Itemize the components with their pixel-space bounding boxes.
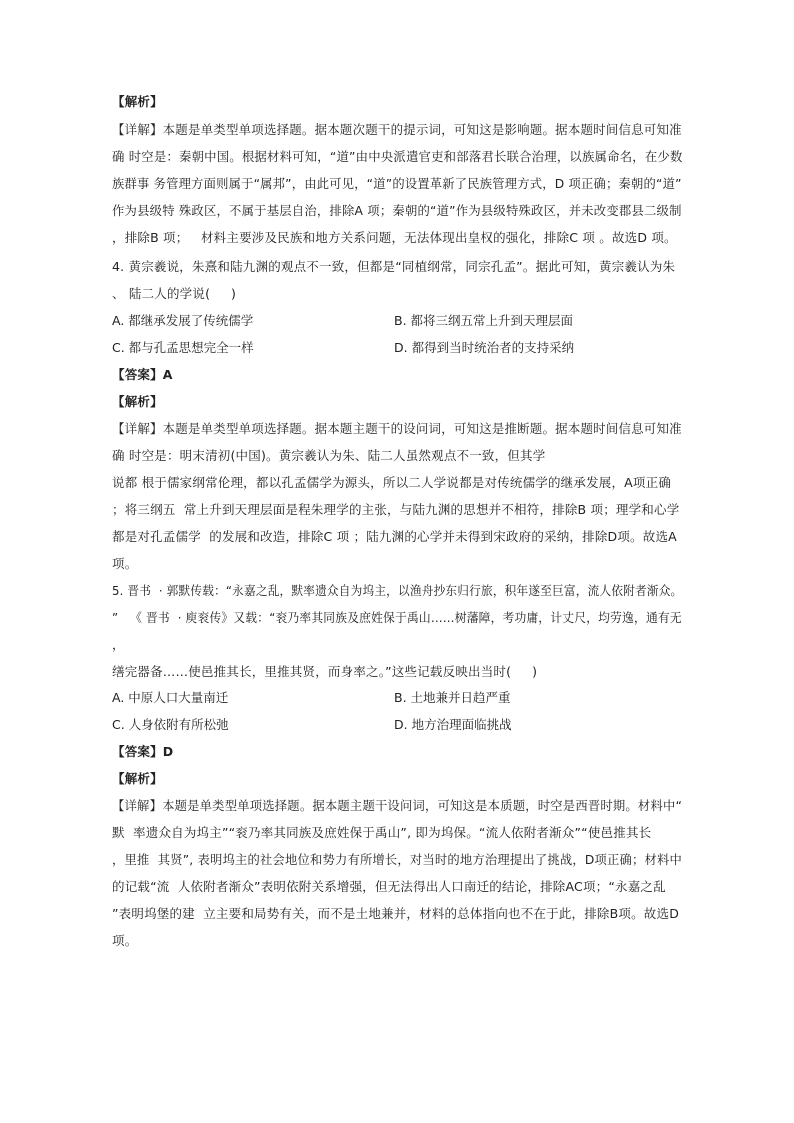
q4-stem-line-1: 4. 黄宗羲说，朱熹和陆九渊的观点不一致，但都是“同植纲常，同宗孔孟”。据此可知，黄宗羲认为朱 <box>112 259 676 274</box>
q3-explain-line-1: 【详解】本题是单类型单项选择题。据本题次题干的提示词，可知这是影响题。据本题时间信息可知准 <box>112 122 682 137</box>
q4-explain-line-6: 项。 <box>112 556 138 571</box>
q5-answer: 【答案】D <box>112 744 174 759</box>
q3-explain-line-3: 族群事 务管理方面则属于“属邦”，由此可见，“道”的设置革新了民族管理方式，D 项正确；秦朝的“道” <box>112 176 682 191</box>
q5-option-a: A. 中原人口大量南迁 <box>112 690 229 705</box>
q3-explain-line-5: ，排除B 项； 材料主要涉及民族和地方关系问题，无法体现出皇权的强化，排除C 项 。故选D 项。 <box>112 230 677 245</box>
q4-explain-line-2: 确 时空是：明末清初(中国)。黄宗羲认为朱、陆二人虽然观点不一致，但其学 <box>112 448 546 463</box>
q5-explain-line-5: ”表明坞堡的建 立主要和局势有关，而不是土地兼并，材料的总体指向也不在于此，排除B项。故选D <box>112 906 680 921</box>
q4-option-d: D. 都得到当时统治者的支持采纳 <box>394 340 575 355</box>
q4-answer: 【答案】A <box>112 367 173 382</box>
q4-jiexi-label: 【解析】 <box>112 394 163 409</box>
q5-explain-line-2: 默 率遗众自为坞主”“衮乃率其同族及庶姓保于禹山”, 即为坞保。“流人依附者渐众”“使邑推其长 <box>112 825 652 840</box>
q4-stem-line-2: 、 陆二人的学说( ) <box>112 286 237 301</box>
q4-option-c: C. 都与孔孟思想完全一样 <box>112 340 254 355</box>
q3-explain-line-4: 作为县级特 殊政区，不属于基层自治，排除A 项；秦朝的“道”作为县级特殊政区，并未改变郡县二级制 <box>112 203 682 218</box>
q3-explain-line-2: 确 时空是：秦朝中国。根据材料可知，“道”由中央派遣官吏和部落君长联合治理，以族属命名，在少数 <box>112 149 683 164</box>
q5-option-c: C. 人身依附有所松弛 <box>112 717 229 732</box>
q5-explain-line-4: 的记载“流 人依附者渐众”表明依附关系增强，但无法得出人口南迁的结论，排除AC项；“永嘉之乱 <box>112 879 666 894</box>
q4-option-b: B. 都将三纲五常上升到天理层面 <box>394 313 574 328</box>
q4-explain-line-4: ；将三纲五 常上升到天理层面是程朱理学的主张，与陆九渊的思想并不相符，排除B 项；理学和心学 <box>112 502 680 517</box>
q4-explain-line-3: 说都 根于儒家纲常伦理，都以孔孟儒学为源头，所以二人学说都是对传统儒学的继承发展，A项正确 <box>112 475 672 490</box>
q5-jiexi-label: 【解析】 <box>112 771 163 786</box>
q5-stem-line-3: ， <box>112 637 125 652</box>
q5-stem-line-2: ” 《 晋书 · 庾衮传》又载：“衮乃率其同族及庶姓保于禹山……树藩障，考功庸，计丈尺，均劳逸，通有无 <box>112 610 682 625</box>
q5-stem-line-1: 5. 晋书 · 郭默传载：“永嘉之乱，默率遗众自为坞主，以渔舟抄东归行旅，积年遂至巨富，流人依附者渐众。 <box>112 583 683 598</box>
q5-explain-line-6: 项。 <box>112 933 138 948</box>
q5-explain-line-1: 【详解】本题是单类型单项选择题。据本题主题干设问词，可知这是本质题，时空是西晋时期。材料中“ <box>112 798 683 813</box>
q5-explain-line-3: ，里推 其贤”, 表明坞主的社会地位和势力有所增长，对当时的地方治理提出了挑战，D项正确；材料中 <box>112 852 683 867</box>
q5-option-d: D. 地方治理面临挑战 <box>394 717 512 732</box>
q3-jiexi-label: 【解析】 <box>112 94 163 109</box>
q4-explain-line-1: 【详解】本题是单类型单项选择题。据本题主题干的设问词，可知这是推断题。据本题时间信息可知准 <box>112 421 682 436</box>
q4-explain-line-5: 都是对孔孟儒学 的发展和改造，排除C 项 ；陆九渊的心学并未得到宋政府的采纳，排除D项。故选A <box>112 529 677 544</box>
q4-option-a: A. 都继承发展了传统儒学 <box>112 313 254 328</box>
q5-option-b: B. 土地兼并日趋严重 <box>394 690 511 705</box>
q5-stem-line-4: 缮完器备……使邑推其长，里推其贤，而身率之。”这些记载反映出当时( ) <box>112 664 538 679</box>
